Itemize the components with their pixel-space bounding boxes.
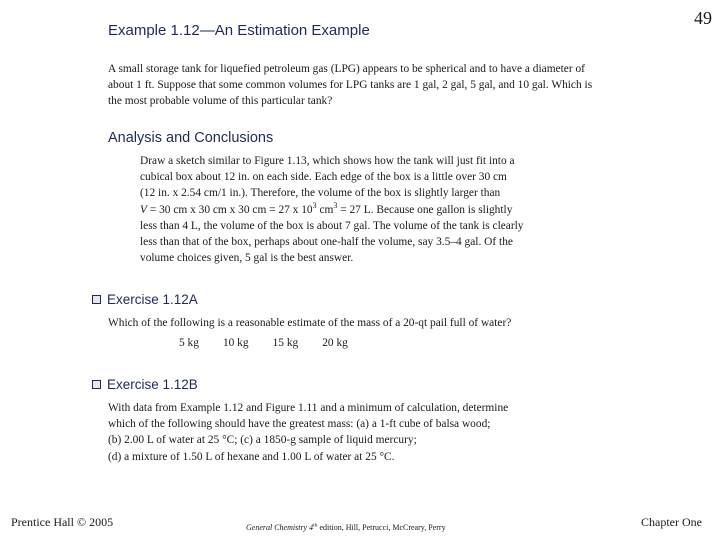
volume-text-post: = 27 L. Because one gallon is slightly xyxy=(337,203,513,216)
exercise-a-question: Which of the following is a reasonable estimate of the mass of a 20-qt pail full of water? xyxy=(108,317,512,329)
analysis-line: less than 4 L, the volume of the box is about 7 gal. The volume of the tank is clearly xyxy=(140,219,524,232)
exponent: 3 xyxy=(312,200,317,210)
analysis-paragraph xyxy=(140,153,602,266)
book-title: General Chemistry 4 xyxy=(246,523,314,532)
bullet-square-icon xyxy=(92,380,101,389)
question-line: (d) a mixture of 1.50 L of hexane and 1.00 L of water at 25 °C. xyxy=(108,450,395,463)
volume-text-mid: cm xyxy=(316,203,334,216)
exercise-b-heading xyxy=(92,377,198,392)
analysis-line: Draw a sketch similar to Figure 1.13, which shows how the tank will just fit into a xyxy=(140,155,515,167)
intro-paragraph: A small storage tank for liquefied petroleum gas (LPG) appears to be spherical and to have a diameter of about 1 ft. Suppose that some common volumes for LPG tanks are 1 gal, 2 gal, 5 gal, and 10 gal. Which is the most probable volume of this particular tank? xyxy=(108,63,593,108)
exponent: 3 xyxy=(333,200,338,210)
choice-item: 20 kg xyxy=(322,337,348,349)
exercise-a-title: Exercise 1.12A xyxy=(107,292,198,307)
page-number: 49 xyxy=(694,8,712,28)
footer-chapter: Chapter One xyxy=(641,515,702,529)
analysis-line: cubical box about 12 in. on each side. Each edge of the box is a little over 30 cm xyxy=(140,171,507,184)
question-line: (b) 2.00 L of water at 25 °C; (c) a 1850-g sample of liquid mercury; xyxy=(108,434,417,447)
footer-publisher: Prentice Hall © 2005 xyxy=(11,515,114,529)
exercise-a-choices xyxy=(179,337,348,349)
choice-item: 5 kg xyxy=(179,337,199,349)
book-authors: edition, Hill, Petrucci, McCreary, Perry xyxy=(317,523,446,532)
footer-book-credit xyxy=(246,523,446,532)
choice-item: 15 kg xyxy=(272,337,299,349)
edition-suffix: th xyxy=(313,522,318,529)
exercise-b-question xyxy=(108,400,608,465)
choice-item: 10 kg xyxy=(222,337,249,349)
example-title: Example 1.12—An Estimation Example xyxy=(108,22,370,39)
volume-text-pre: = 30 cm x 30 cm x 30 cm = 27 x 10 xyxy=(146,203,313,216)
exercise-a-heading xyxy=(92,292,198,307)
question-line: which of the following should have the greatest mass: (a) a 1-ft cube of balsa wood; xyxy=(108,418,491,431)
analysis-heading: Analysis and Conclusions xyxy=(108,130,274,146)
analysis-volume-line xyxy=(140,202,602,218)
analysis-line: (12 in. x 2.54 cm/1 in.). Therefore, the volume of the box is slightly larger than xyxy=(140,187,501,200)
volume-variable: V xyxy=(140,203,147,216)
analysis-line: volume choices given, 5 gal is the best answer. xyxy=(140,252,354,265)
analysis-line: less than that of the box, perhaps about one-half the volume, say 3.5–4 gal. Of the xyxy=(140,236,513,249)
bullet-square-icon xyxy=(92,295,101,304)
question-line: With data from Example 1.12 and Figure 1.11 and a minimum of calculation, determine xyxy=(108,402,509,414)
exercise-b-title: Exercise 1.12B xyxy=(107,377,198,392)
